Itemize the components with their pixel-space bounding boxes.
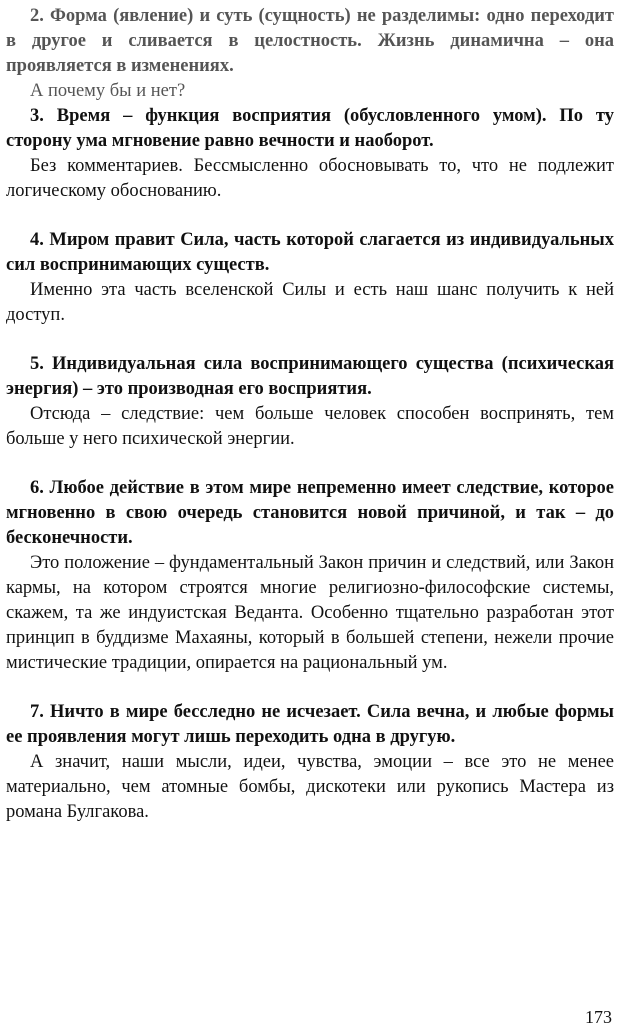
principle-3: 3. Время – функция восприятия (обусловленного умом). По ту сторону ума мгновение равно вечности и наоборот.: [6, 106, 614, 151]
comment-6: Это положение – фундаментальный Закон причин и следствий, или Закон кармы, на котором строятся многие религиозно-философские системы, скажем, та же индуистская Веданта. Особенно тщательно разработан этот принцип в буддизме Махаяны, который в большей степени, нежели прочие мистические традиции, опирается на рациональный ум.: [6, 553, 614, 673]
page-text: [6, 4, 614, 825]
comment-4: Именно эта часть вселенской Силы и есть наш шанс получить к ней доступ.: [6, 280, 614, 325]
comment-7: А значит, наши мысли, идеи, чувства, эмоции – все это не менее материально, чем атомные бомбы, дискотеки или рукопись Мастера из романа Булгакова.: [6, 752, 614, 822]
comment-3: Без комментариев. Бессмысленно обосновывать то, что не подлежит логическому обоснованию.: [6, 156, 614, 201]
principle-5: 5. Индивидуальная сила воспринимающего существа (психическая энергия) – это производная его восприятия.: [6, 354, 614, 399]
page-number: 173: [585, 1007, 612, 1027]
principle-4: 4. Миром правит Сила, часть которой слагается из индивидуальных сил воспринимающих существ.: [6, 230, 614, 275]
comment-2: А почему бы и нет?: [30, 81, 186, 101]
principle-7: 7. Ничто в мире бесследно не исчезает. Сила вечна, и любые формы ее проявления могут лишь переходить одна в другую.: [6, 702, 614, 747]
principle-2: 2. Форма (явление) и суть (сущность) не разделимы: одно переходит в другое и сливается в целостность. Жизнь динамична – она проявляется в изменениях.: [6, 6, 614, 76]
principle-6: 6. Любое действие в этом мире непременно имеет следствие, которое мгновенно в свою очередь становится новой причиной, и так – до бесконечности.: [6, 478, 614, 548]
comment-5: Отсюда – следствие: чем больше человек способен воспринять, тем больше у него психической энергии.: [6, 404, 614, 449]
